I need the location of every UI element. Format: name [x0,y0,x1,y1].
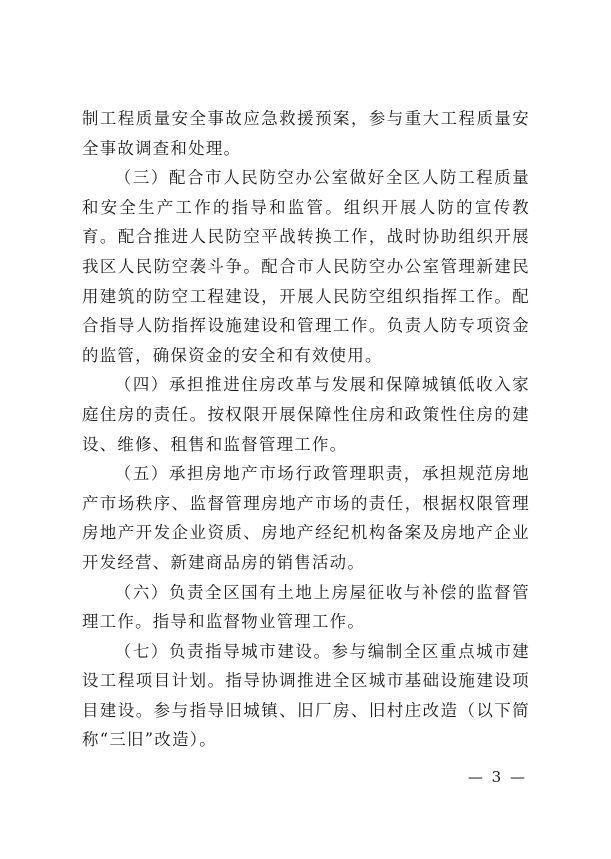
paragraph-item-7: （七）负责指导城市建设。参与编制全区重点城市建设工程项目计划。指导协调推进全区城市基础设施建设项目建设。参与指导旧城镇、旧厂房、旧村庄改造（以下简称“三旧”改造）。 [82,641,530,750]
paragraph-item-3: （三）配合市人民防空办公室做好全区人防工程质量和安全生产工作的指导和监管。组织开展人防的宣传教育。配合推进人民防空平战转换工作，战时协助组织开展我区人民防空袭斗争。配合市人民防空办公室管理新建民用建筑的防空工程建设，开展人民防空组织指挥工作。配合指导人防指挥设施建设和管理工作。负责人防专项资金的监管，确保资金的安全和有效使用。 [82,168,530,365]
paragraph-item-6: （六）负责全区国有土地上房屋征收与补偿的监督管理工作。指导和监督物业管理工作。 [82,582,530,632]
paragraph-continuation: 制工程质量安全事故应急救援预案，参与重大工程质量安全事故调查和处理。 [82,109,530,158]
paragraph-item-5: （五）承担房地产市场行政管理职责，承担规范房地产市场秩序、监督管理房地产市场的责任，根据权限管理房地产开发企业资质、房地产经纪机构备案及房地产企业开发经营、新建商品房的销售活动。 [82,464,530,572]
page-number: — 3 — [467,768,527,786]
paragraph-item-4: （四）承担推进住房改革与发展和保障城镇低收入家庭住房的责任。按权限开展保障性住房和政策性住房的建设、维修、租售和监督管理工作。 [82,375,530,454]
body-text [82,104,530,755]
